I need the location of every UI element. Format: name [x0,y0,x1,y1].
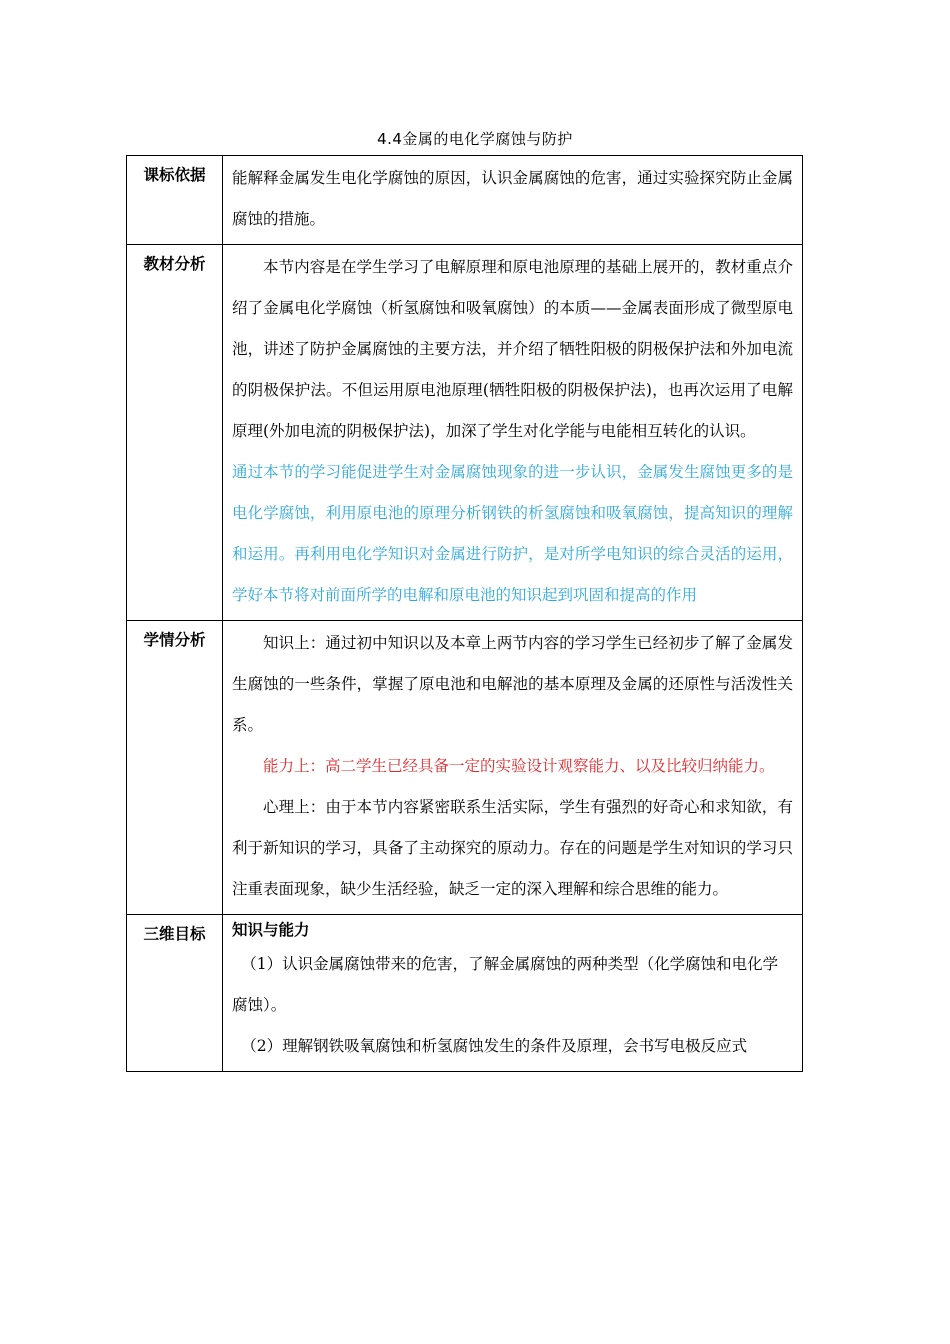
learner-psychology: 心理上：由于本节内容紧密联系生活实际，学生有强烈的好奇心和求知欲，有利于新知识的学习，具备了主动探究的原动力。存在的问题是学生对知识的学习只注重表面现象，缺少生活经验，缺乏一定的深入理解和综合思维的能力。 [232,798,793,898]
textbook-paragraph-2: 通过本节的学习能促进学生对金属腐蚀现象的进一步认识，金属发生腐蚀更多的是电化学腐蚀，利用原电池的原理分析钢铁的析氢腐蚀和吸氧腐蚀，提高知识的理解和运用。再利用电化学知识对金属进行防护，是对所学电知识的综合灵活的运用，学好本节将对前面所学的电解和原电池的知识起到巩固和提高的作用 [232,463,793,604]
row-content-textbook [223,245,803,621]
row-label-goals: 三维目标 [127,915,223,1072]
row-label-textbook: 教材分析 [127,245,223,621]
row-textbook [127,245,803,621]
standard-text: 能解释金属发生电化学腐蚀的原因，认识金属腐蚀的危害，通过实验探究防止金属腐蚀的措施。 [232,169,793,228]
textbook-paragraph-1: 本节内容是在学生学习了电解原理和原电池原理的基础上展开的，教材重点介绍了金属电化学腐蚀（析氢腐蚀和吸氧腐蚀）的本质——金属表面形成了微型原电池，讲述了防护金属腐蚀的主要方法，并介绍了牺牲阳极的阴极保护法和外加电流的阴极保护法。不但运用原电池原理(牺牲阳极的阴极保护法)，也再次运用了电解原理(外加电流的阴极保护法)，加深了学生对化学能与电能相互转化的认识。 [232,258,793,440]
document-title: 4.4金属的电化学腐蚀与防护 [377,130,573,148]
row-content-standard [223,156,803,245]
goals-item-2: （2）理解钢铁吸氧腐蚀和析氢腐蚀发生的条件及原理，会书写电极反应式 [241,1037,748,1055]
row-content-goals [223,915,803,1072]
row-label-standard: 课标依据 [127,156,223,245]
goals-item-1: （1）认识金属腐蚀带来的危害，了解金属腐蚀的两种类型（化学腐蚀和电化学腐蚀）。 [232,955,779,1014]
row-content-learner [223,621,803,915]
lesson-plan-table [126,155,803,1072]
row-label-learner: 学情分析 [127,621,223,915]
learner-ability: 能力上：高二学生已经具备一定的实验设计观察能力、以及比较归纳能力。 [263,757,775,775]
learner-knowledge: 知识上：通过初中知识以及本章上两节内容的学习学生已经初步了解了金属发生腐蚀的一些条件，掌握了原电池和电解池的基本原理及金属的还原性与活泼性关系。 [232,634,793,734]
row-learner [127,621,803,915]
row-standard [127,156,803,245]
row-goals [127,915,803,1072]
goals-subheading: 知识与能力 [232,921,310,939]
